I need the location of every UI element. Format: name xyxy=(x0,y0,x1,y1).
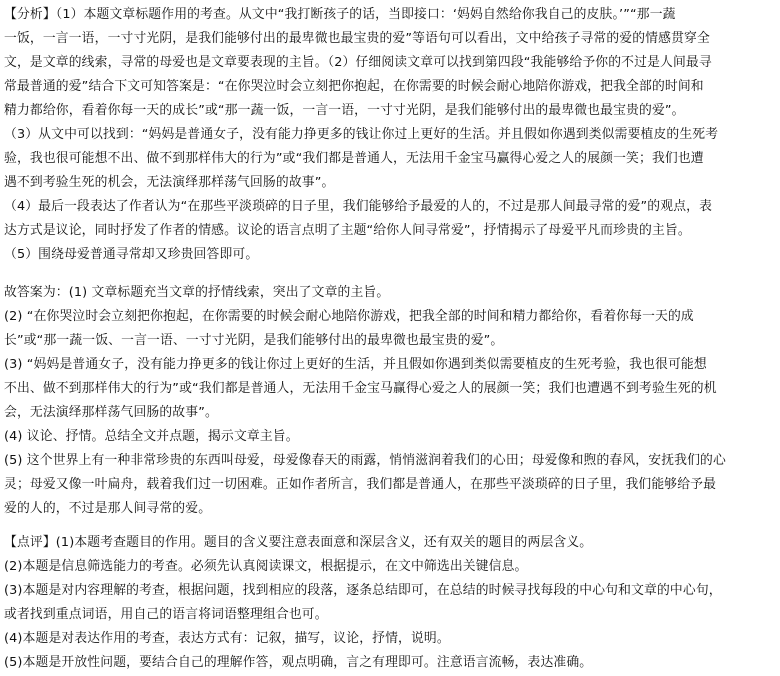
analysis-line: 达方式是议论，同时抒发了作者的情感。议论的语言点明了主题“给你人间寻常爱”，抒情揭示了母爱平凡而珍贵的主旨。 xyxy=(4,223,691,238)
section-spacer xyxy=(4,267,774,281)
answer-line: 不出、做不到那样伟大的行为”或“我们都是普通人，无法用千金宝马赢得心爱之人的展颜一笑；我们也遭遇不到考验生死的机 xyxy=(4,381,717,396)
comment-line: (2)本题是信息筛选能力的考查。必须先认真阅读课文，根据提示，在文中筛选出关键信息。 xyxy=(4,559,528,574)
answer-line: 灵；母爱又像一叶扁舟，载着我们过一切困难。正如作者所言，我们都是普通人，在那些平淡琐碎的日子里，我们能够给予最 xyxy=(4,477,717,492)
analysis-section xyxy=(4,3,774,267)
analysis-line: （5）围绕母爱普通寻常却又珍贵回答即可。 xyxy=(4,247,259,262)
comment-line: (5)本题是开放性问题，要结合自己的理解作答，观点明确，言之有理即可。注意语言流畅，表达准确。 xyxy=(4,655,593,670)
analysis-line: 精力都给你，看着你每一天的成长”或“那一蔬一饭，一言一语，一寸寸光阴，是我们能够付出的最卑微也最宝贵的爱”。 xyxy=(4,103,685,118)
analysis-line: 遇不到考验生死的机会，无法演绎那样荡气回肠的故事”。 xyxy=(4,175,335,190)
analysis-line: 文，是文章的线索，寻常的母爱也是文章要表现的主旨。（2）仔细阅读文章可以找到第四段“我能够给予你的不过是人间最寻 xyxy=(4,55,712,70)
answer-line: 会，无法演绎那样荡气回肠的故事”。 xyxy=(4,405,218,420)
comment-line: (3)本题是对内容理解的考查，根据问题，找到相应的段落，逐条总结即可，在总结的时候寻找每段的中心句和文章的中心句， xyxy=(4,583,722,598)
answer-line: 爱的人的，不过是那人间寻常的爱。 xyxy=(4,501,212,516)
analysis-line: （3）从文中可以找到：“妈妈是普通女子，没有能力挣更多的钱让你过上更好的生活。并且假如你遇到类似需要植皮的生死考 xyxy=(4,127,719,142)
answer-line: 故答案为：(1) 文章标题充当文章的抒情线索，突出了文章的主旨。 xyxy=(4,285,390,300)
comment-line: 【点评】(1)本题考查题目的作用。题目的含义要注意表面意和深层含义，还有双关的题目的两层含义。 xyxy=(4,535,593,550)
answer-line: (4) 议论、抒情。总结全文并点题，揭示文章主旨。 xyxy=(4,429,299,444)
answer-line: (5) 这个世界上有一种非常珍贵的东西叫母爱，母爱像春天的雨露，悄悄滋润着我们的心田；母爱像和煦的春风，安抚我们的心 xyxy=(4,453,726,468)
comment-line: 或者找到重点词语，用自己的语言将词语整理组合也可。 xyxy=(4,607,328,622)
analysis-line: 验，我也很可能想不出、做不到那样伟大的行为”或“我们都是普通人，无法用千金宝马赢得心爱之人的展颜一笑；我们也遭 xyxy=(4,151,704,166)
analysis-line: 常最普通的爱”结合下文可知答案是：“在你哭泣时会立刻把你抱起，在你需要的时候会耐心地陪你游戏，把我全部的时间和 xyxy=(4,79,704,94)
analysis-line: 一饭，一言一语，一寸寸光阴，是我们能够付出的最卑微也最宝贵的爱”等语句可以看出，文中给孩子寻常的爱的情感贯穿全 xyxy=(4,31,710,46)
comment-line: (4)本题是对表达作用的考查，表达方式有：记叙，描写，议论，抒情，说明。 xyxy=(4,631,450,646)
analysis-line: 【分析】（1）本题文章标题作用的考查。从文中“我打断孩子的话，当即接口：‘妈妈自然给你我自己的皮肤。’”“那一蔬 xyxy=(4,7,676,22)
comment-section xyxy=(4,531,774,675)
answer-line: (3) “妈妈是普通女子，没有能力挣更多的钱让你过上更好的生活，并且假如你遇到类似需要植皮的生死考验，我也很可能想 xyxy=(4,357,707,372)
section-spacer xyxy=(4,521,774,531)
answer-line: (2) “在你哭泣时会立刻把你抱起，在你需要的时候会耐心地陪你游戏，把我全部的时间和精力都给你，看着你每一天的成 xyxy=(4,309,694,324)
analysis-line: （4）最后一段表达了作者认为“在那些平淡琐碎的日子里，我们能够给予最爱的人的，不过是那人间最寻常的爱”的观点，表 xyxy=(4,199,713,214)
answer-section xyxy=(4,281,774,521)
answer-line: 长”或“那一蔬一饭、一言一语、一寸寸光阴，是我们能够付出的最卑微也最宝贵的爱”。 xyxy=(4,333,504,348)
